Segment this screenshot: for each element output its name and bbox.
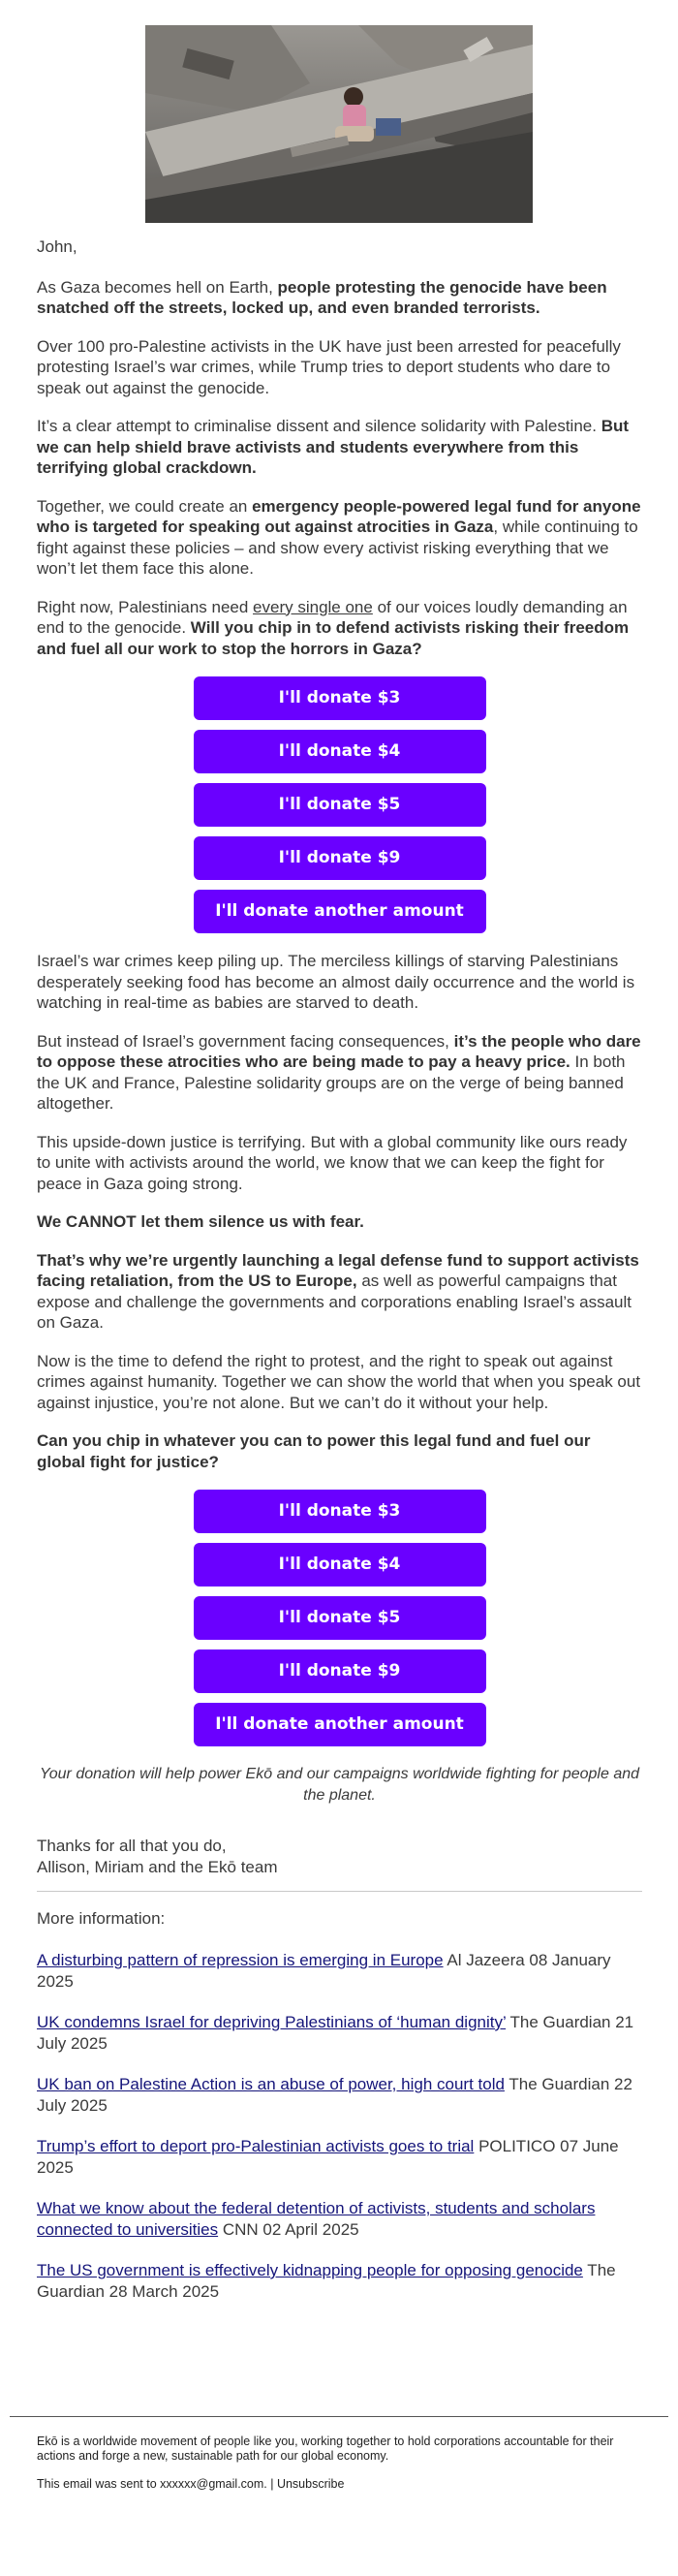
donate-4-button[interactable]: I'll donate $4 [194, 730, 486, 773]
donate-3-button[interactable]: I'll donate $3 [194, 676, 486, 720]
footer-about: Ekō is a worldwide movement of people like you, working together to hold corporations accountable for their actions and forge a new, sustainable path for our global economy. [37, 2435, 614, 2463]
crackdown-bold: But we can help shield brave activists and students everywhere from this terrifying global crackdown. [37, 417, 630, 477]
reference-source: CNN 02 April 2025 [218, 2219, 359, 2239]
rubble-photo [145, 25, 533, 223]
reference-link[interactable]: Trump’s effort to deport pro-Palestinian activists goes to trial [37, 2137, 475, 2155]
unsubscribe-link[interactable]: Unsubscribe [276, 2477, 345, 2491]
section-divider [37, 1891, 642, 1892]
reference-source: The Guardian 22 July 2025 [37, 2075, 632, 2115]
hero-image [145, 25, 533, 223]
paragraph-crackdown [37, 416, 642, 479]
paragraph-war-crimes: Israel’s war crimes keep piling up. The merciless killings of starving Palestinians desperately seeking food has become an almost daily occurrence and the world is watching in real-time as babies are starved to death. [37, 952, 635, 1012]
signoff-thanks: Thanks for all that you do, [37, 1837, 227, 1855]
donation-note: Your donation will help power Ekō and our campaigns worldwide fighting for people and the planet. [39, 1766, 640, 1804]
donate-other-amount-button[interactable]: I'll donate another amount [194, 890, 486, 933]
defense-fund-bold: That’s why we’re urgently launching a legal defense fund to support activists facing retaliation, from the US to Europe, [37, 1250, 639, 1290]
donate-9-button[interactable]: I'll donate $9 [194, 836, 486, 880]
greeting: John, [37, 237, 77, 256]
reference-item [37, 2074, 642, 2116]
ask-lead: Right now, Palestinians need [37, 597, 254, 616]
more-info-label: More information: [37, 1909, 166, 1928]
cannot-silence-bold: We CANNOT let them silence us with fear. [37, 1212, 364, 1231]
consequences-bold: it’s the people who dare to oppose these atrocities who are being made to pay a heavy price. [37, 1031, 641, 1071]
reference-item [37, 2198, 642, 2240]
reference-source: POLITICO 07 June 2025 [37, 2137, 619, 2177]
signoff-team: Allison, Miriam and the Ekō team [37, 1857, 278, 1876]
legal-fund-tail: , while continuing to fight against these policies – and show every activist risking everything that we won’t let them face this alone. [37, 518, 638, 578]
email-footer [10, 2416, 668, 2505]
defense-fund-tail: as well as powerful campaigns that expose and challenge the governments and corporations enabling Israel’s assault on Gaza. [37, 1272, 632, 1332]
crackdown-lead: It’s a clear attempt to criminalise dissent and silence solidarity with Palestine. [37, 417, 601, 435]
donate-buttons-bottom [194, 1490, 486, 1746]
paragraph-second-ask [37, 1430, 642, 1472]
donate-9-button[interactable]: I'll donate $9 [194, 1649, 486, 1693]
reference-link[interactable]: UK condemns Israel for depriving Palestinians of ‘human dignity’ [37, 2013, 507, 2031]
paragraph-legal-fund [37, 496, 642, 580]
paragraph-ask [37, 597, 642, 660]
reference-link[interactable]: The US government is effectively kidnapping people for opposing genocide [37, 2261, 583, 2279]
footer-sent-to [37, 2477, 642, 2492]
reference-item [37, 1950, 642, 1992]
intro-bold: people protesting the genocide have been snatched off the streets, locked up, and even branded terrorists. [37, 277, 607, 317]
intro-paragraph [37, 277, 642, 319]
legal-fund-lead: Together, we could create an [37, 496, 253, 516]
ask-mid: of our voices loudly demanding an end to the genocide. [37, 597, 628, 637]
reference-source: The Guardian 28 March 2025 [37, 2261, 616, 2301]
donate-4-button[interactable]: I'll donate $4 [194, 1543, 486, 1586]
reference-link[interactable]: UK ban on Palestine Action is an abuse of power, high court told [37, 2075, 505, 2093]
email-body [37, 236, 642, 2322]
reference-item [37, 2012, 642, 2054]
donate-3-button[interactable]: I'll donate $3 [194, 1490, 486, 1533]
donate-buttons-top [194, 676, 486, 933]
paragraph-consequences [37, 1031, 642, 1115]
signoff [37, 1836, 642, 1877]
reference-item [37, 2260, 642, 2302]
reference-source: The Guardian 21 July 2025 [37, 2013, 634, 2053]
paragraph-defense-fund [37, 1250, 642, 1334]
paragraph-right-to-protest: Now is the time to defend the right to protest, and the right to speak out against crimes against humanity. Together we can show the world that when you speak out against injustice, you’re not alone. But we can’t do it without your help. [37, 1351, 641, 1412]
donate-5-button[interactable]: I'll donate $5 [194, 1596, 486, 1640]
reference-link[interactable]: A disturbing pattern of repression is emerging in Europe [37, 1951, 444, 1969]
ask-bold: Will you chip in to defend activists risking their freedom and fuel all our work to stop the horrors in Gaza? [37, 618, 630, 658]
second-ask-bold: Can you chip in whatever you can to power this legal fund and fuel our global fight for justice? [37, 1431, 591, 1471]
donate-5-button[interactable]: I'll donate $5 [194, 783, 486, 827]
footer-recipient: This email was sent to xxxxxx@gmail.com. | [37, 2477, 277, 2491]
consequences-tail: In both the UK and France, Palestine solidarity groups are on the verge of being banned altogether. [37, 1052, 626, 1113]
paragraph-upside-down: This upside-down justice is terrifying. But with a global community like ours ready to unite with activists around the world, we know that we can keep the fight for peace in Gaza going strong. [37, 1132, 628, 1193]
legal-fund-bold: emergency people-powered legal fund for anyone who is targeted for speaking out against atrocities in Gaza [37, 496, 641, 536]
ask-underlined: every single one [253, 597, 373, 616]
paragraph-cannot-silence [37, 1211, 642, 1233]
donate-other-amount-button[interactable]: I'll donate another amount [194, 1703, 486, 1746]
reference-item [37, 2136, 642, 2178]
reference-link[interactable]: What we know about the federal detention of activists, students and scholars connected to universities [37, 2199, 596, 2239]
consequences-lead: But instead of Israel’s government facing consequences, [37, 1031, 454, 1051]
reference-source: Al Jazeera 08 January 2025 [37, 1951, 611, 1991]
paragraph-arrests: Over 100 pro-Palestine activists in the UK have just been arrested for peacefully protesting Israel’s war crimes, while Trump tries to deport students who dare to speak out against the genocide. [37, 336, 621, 397]
intro-lead: As Gaza becomes hell on Earth, [37, 277, 278, 297]
